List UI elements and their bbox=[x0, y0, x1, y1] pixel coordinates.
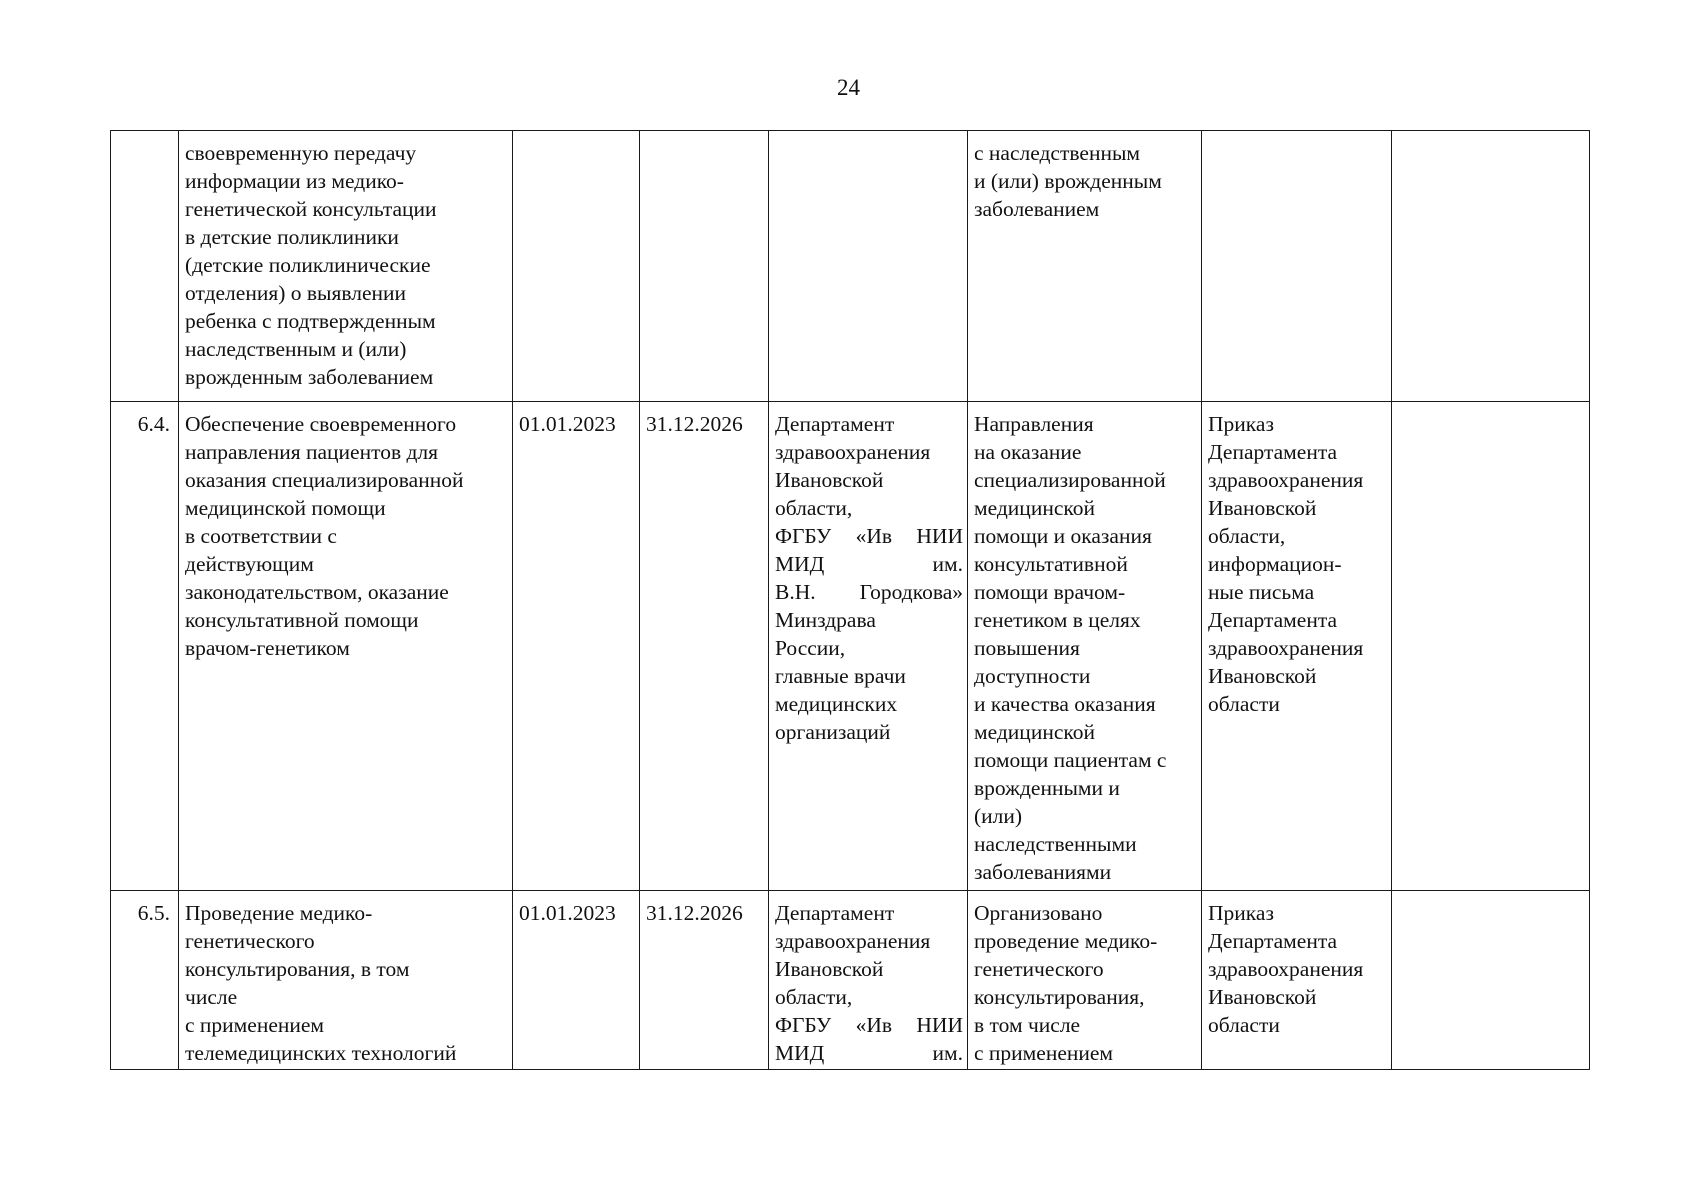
responsible-line: области, bbox=[775, 496, 853, 520]
responsible-line: Департамент bbox=[775, 901, 895, 925]
responsible-line: области, bbox=[775, 985, 853, 1009]
activity-cell: Обеспечение своевременного направления пациентов для оказания специализированной медицинской помощи в соответствии с действующим законодательством, оказание консультативной помощи врачом-генетиком bbox=[179, 402, 513, 891]
row-number-cell: 6.5. bbox=[111, 891, 179, 1070]
result-cell: с наследственным и (или) врожденным заболеванием bbox=[968, 131, 1202, 402]
note-cell bbox=[1392, 402, 1590, 891]
responsible-cell bbox=[769, 891, 968, 1070]
document-cell bbox=[1202, 131, 1392, 402]
responsible-line: Ивановской bbox=[775, 468, 884, 492]
document-cell: Приказ Департамента здравоохранения Ивановской области, информацион- ные письма Департамента здравоохранения Ивановской области bbox=[1202, 402, 1392, 891]
responsible-line: Минздрава bbox=[775, 608, 876, 632]
row-number-cell bbox=[111, 131, 179, 402]
end-date-cell: 31.12.2026 bbox=[640, 402, 769, 891]
start-date-cell: 01.01.2023 bbox=[513, 402, 640, 891]
responsible-cell bbox=[769, 131, 968, 402]
document-cell: Приказ Департамента здравоохранения Ивановской области bbox=[1202, 891, 1392, 1070]
responsible-line: организаций bbox=[775, 720, 891, 744]
table-row bbox=[111, 131, 1590, 402]
start-date-cell: 01.01.2023 bbox=[513, 891, 640, 1070]
responsible-line: В.Н. Городкова» bbox=[775, 580, 963, 604]
responsible-line: России, bbox=[775, 636, 846, 660]
responsible-line: Ивановской bbox=[775, 957, 884, 981]
note-cell bbox=[1392, 131, 1590, 402]
activity-cell: Проведение медико- генетического консультирования, в том числе с применением телемедицинских технологий bbox=[179, 891, 513, 1070]
end-date-cell: 31.12.2026 bbox=[640, 891, 769, 1070]
result-cell: Организовано проведение медико- генетического консультирования, в том числе с применением bbox=[968, 891, 1202, 1070]
table-row bbox=[111, 891, 1590, 1070]
end-date-cell bbox=[640, 131, 769, 402]
responsible-line: МИД им. bbox=[775, 552, 963, 576]
responsible-line: главные врачи bbox=[775, 664, 906, 688]
row-number-cell: 6.4. bbox=[111, 402, 179, 891]
responsible-line: ФГБУ «Ив НИИ bbox=[775, 524, 963, 548]
activity-cell: своевременную передачу информации из медико- генетической консультации в детские поликлиники (детские поликлинические отделения) о выявлении ребенка с подтвержденным наследственным и (или) врожденным заболеванием bbox=[179, 131, 513, 402]
responsible-line: ФГБУ «Ив НИИ bbox=[775, 1013, 963, 1037]
responsible-line: здравоохранения bbox=[775, 929, 931, 953]
page-number: 24 bbox=[837, 75, 860, 100]
responsible-line: здравоохранения bbox=[775, 440, 931, 464]
measures-table bbox=[110, 130, 1590, 1070]
responsible-line: МИД им. bbox=[775, 1041, 963, 1065]
result-cell: Направления на оказание специализированной медицинской помощи и оказания консультативной помощи врачом- генетиком в целях повышения доступности и качества оказания медицинской помощи пациентам с врожденными и (или) наследственными заболеваниями bbox=[968, 402, 1202, 891]
responsible-line: Департамент bbox=[775, 412, 895, 436]
table-row bbox=[111, 402, 1590, 891]
start-date-cell bbox=[513, 131, 640, 402]
responsible-cell bbox=[769, 402, 968, 891]
note-cell bbox=[1392, 891, 1590, 1070]
responsible-line: медицинских bbox=[775, 692, 898, 716]
